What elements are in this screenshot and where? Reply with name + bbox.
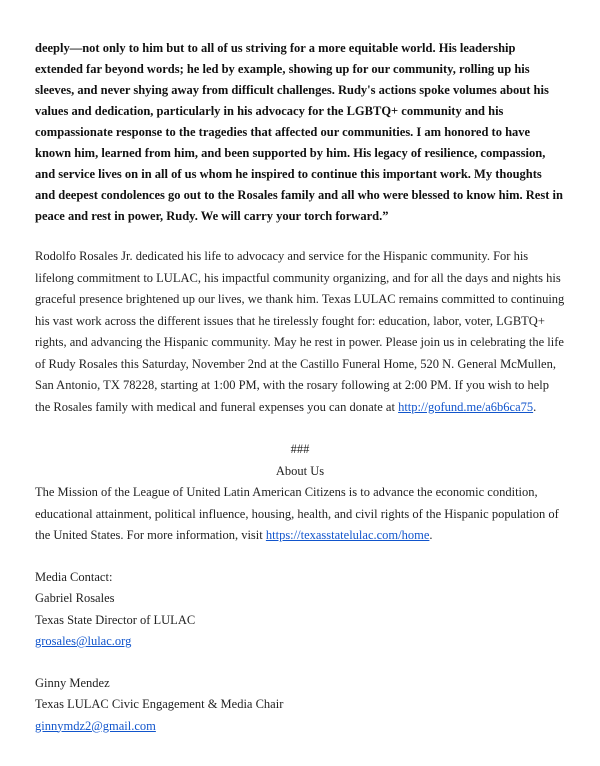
contact-title: Texas State Director of LULAC [35,612,196,627]
press-release-page [35,38,565,737]
about-link[interactable]: https://texasstatelulac.com/home [265,528,430,542]
contact-name: Ginny Mendez [35,675,110,690]
about-end: . [429,528,433,542]
media-contact-1 [35,567,565,653]
contact-title: Texas LULAC Civic Engagement & Media Chair [35,697,284,711]
media-contact-label: Media Contact: [35,569,113,584]
contact-email-link[interactable]: ginnymdz2@gmail.com [35,718,156,733]
about-heading: About Us [275,463,325,478]
about-paragraph [35,482,565,547]
separator: ### [290,442,310,456]
tribute-paragraph [35,246,565,418]
gofund-link[interactable]: http://gofund.me/a6b6ca75 [398,399,534,414]
quote-paragraph: deeply—not only to him but to all of us striving for a more equitable world. His leadership extended far beyond words; he led by example, showing up for our community, rolling up his sleeves, and never shying away from difficult challenges. Rudy's actions spoke volumes about his values and dedication, particularly in his advocacy for the LGBTQ+ community and his compassionate response to the tragedies that affected our communities. I am honored to have known him, learned from him, and been supported by him. His legacy of resilience, compassion, and service lives on in all of us whom he inspired to continue this important work. My thoughts and deepest condolences go out to the Rosales family and all who were blessed to know him. Rest in peace and rest in power, Rudy. We will carry your torch forward.” [35,41,563,223]
media-contact-2 [35,673,565,738]
about-text: The Mission of the League of United Latin American Citizens is to advance the economic condition, educational attainment, political influence, housing, health, and civil rights of the Hispanic population of the United States. For more information, visit [35,485,559,542]
tribute-text: Rodolfo Rosales Jr. dedicated his life to advocacy and service for the Hispanic community. For his lifelong commitment to LULAC, his impactful community organizing, and for all the days and nights his graceful presence brightened up our lives, we thank him. Texas LULAC remains committed to continuing his vast work across the different issues that he tirelessly fought for: education, labor, voter, LGBTQ+ rights, and advancing the Hispanic community. May he rest in power. Please join us in celebrating the life of Rudy Rosales this Saturday, November 2nd at the Castillo Funeral Home, 520 N. General McMullen, San Antonio, TX 78228, starting at 1:00 PM, with the rosary following at 2:00 PM. If you wish to help the Rosales family with medical and funeral expenses you can donate at [35,249,565,414]
contact-email-link[interactable]: grosales@lulac.org [35,634,132,648]
contact-name: Gabriel Rosales [35,591,115,605]
tribute-end: . [533,399,537,414]
